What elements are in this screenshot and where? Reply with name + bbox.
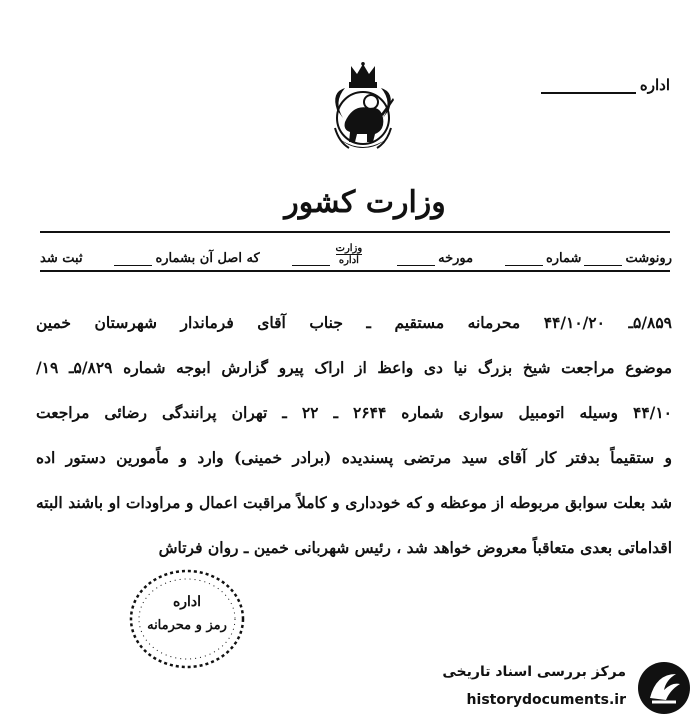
body-line-3: ۴۴/۱۰ وسیله اتومبیل سواری شماره ۲۶۴۴ ـ ۲۲ ـ تهران پرانندگی رضائی مراجعت bbox=[36, 403, 672, 422]
reference-top-rule bbox=[40, 231, 670, 233]
ministry-title: وزارت کشور bbox=[284, 185, 446, 220]
ministry-office-stack bbox=[336, 243, 363, 266]
copy-blank bbox=[584, 255, 622, 266]
original-blank bbox=[114, 255, 152, 266]
body-line-5: شد بعلت سوابق مربوطه از موعظه و که خودداری و کاملاً مراقبت اعمال و مراودات او باشند البته bbox=[36, 493, 672, 512]
ministry-office-segment bbox=[289, 243, 366, 266]
history-documents-logo-icon bbox=[636, 660, 692, 716]
date-segment bbox=[394, 251, 473, 266]
archive-watermark bbox=[396, 652, 700, 722]
seal-text bbox=[128, 568, 246, 670]
date-blank bbox=[397, 255, 435, 266]
registered-label: ثبت شد bbox=[40, 251, 83, 266]
office-blank-line bbox=[541, 78, 636, 94]
letter-body bbox=[36, 300, 672, 570]
copy-label: رونوشت bbox=[625, 251, 672, 266]
office-small-label: اداره bbox=[338, 255, 359, 266]
body-line-1: ۵/۸۵۹ـ ۴۴/۱۰/۲۰ محرمانه مستقیم ـ جناب آقای فرماندار شهرستان خمین bbox=[36, 313, 672, 332]
registered-segment bbox=[40, 251, 83, 266]
body-line-4: و ستقیماً بدفتر کار آقای سید مرتضی پسندیده (برادر خمینی) وارد و ماًمورین دستور اده bbox=[36, 448, 672, 467]
archive-website: historydocuments.ir bbox=[466, 692, 626, 708]
original-label: که اصل آن بشماره bbox=[155, 251, 260, 266]
number-blank bbox=[505, 255, 543, 266]
seal-line-1: اداره bbox=[172, 594, 202, 610]
body-line-2: موضوع مراجعت شیخ بزرگ نیا دی واعظ از اراک پیرو گزارش ابوجه شماره ۵/۸۲۹ـ ۱۹/ bbox=[36, 358, 672, 377]
number-label: شماره bbox=[545, 251, 582, 266]
office-label: اداره bbox=[639, 76, 670, 94]
ministry-blank bbox=[292, 255, 330, 266]
seal-line-2: رمز و محرمانه bbox=[147, 618, 227, 633]
reference-bottom-rule bbox=[40, 270, 670, 272]
lion-and-sun-emblem-icon bbox=[323, 62, 403, 158]
archive-name: مرکز بررسی اسناد تاریخی bbox=[442, 664, 626, 680]
body-line-6: اقداماتی بعدی متعاقباً معروض خواهد شد ، رئیس شهربانی خمین ـ روان فرتاش bbox=[158, 538, 672, 557]
date-label: مورخه bbox=[438, 251, 474, 266]
reference-line bbox=[40, 240, 672, 266]
ministry-small-label: وزارت bbox=[335, 243, 363, 254]
office-seal bbox=[128, 568, 246, 670]
original-segment bbox=[111, 251, 259, 266]
office-field bbox=[520, 70, 670, 94]
copy-number-segment bbox=[502, 251, 672, 266]
